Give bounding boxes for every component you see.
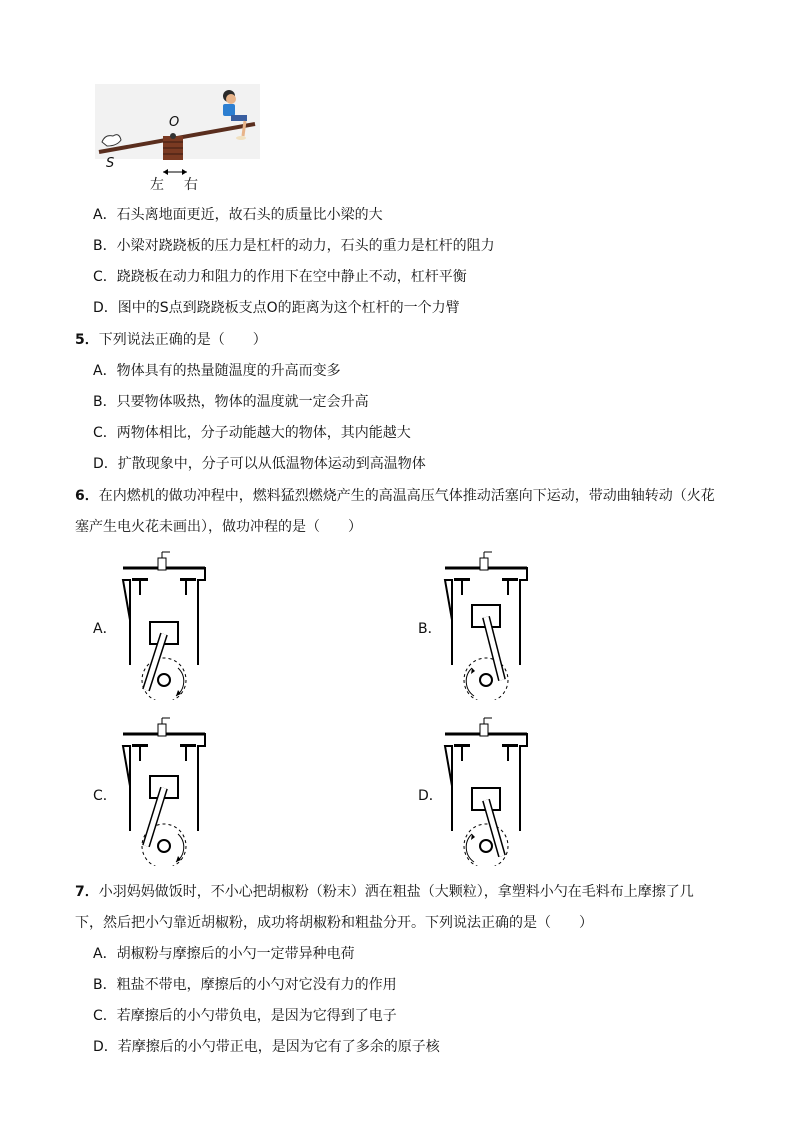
q4-option-c: C．跷跷板在动力和阻力的作用下在空中静止不动，杠杆平衡 [93,269,467,285]
q4-option-b: B．小梁对跷跷板的压力是杠杆的动力，石头的重力是杠杆的阻力 [93,238,495,254]
engine-diagram-b [440,550,532,700]
q4-option-a: A．石头离地面更近，故石头的质量比小梁的大 [93,207,383,223]
engine-diagram-c [118,716,210,866]
q5-option-d: D．扩散现象中，分子可以从低温物体运动到高温物体 [93,456,426,472]
engine-diagram-d [440,716,532,866]
pivot-label-o: O [169,115,180,130]
q7-stem-line2: 下，然后把小勺靠近胡椒粉，成功将胡椒粉和粗盐分开。下列说法正确的是（ ） [75,915,593,931]
q5-option-a: A．物体具有的热量随温度的升高而变多 [93,363,341,379]
q5-option-c: C．两物体相比，分子动能越大的物体，其内能越大 [93,425,411,441]
engine-label-d: D． [418,788,443,804]
q6-stem-line1 [75,486,715,506]
q5-stem-text: 下列说法正确的是（ ） [98,332,267,348]
point-label-s: S [106,156,115,171]
direction-left-label: 左 [150,177,164,193]
direction-right-label: 右 [184,177,198,193]
seesaw-figure [95,84,260,194]
q7-stem-text: 小羽妈妈做饭时，不小心把胡椒粉（粉末）洒在粗盐（大颗粒），拿塑料小勺在毛料布上摩擦了几 [98,884,694,900]
q7-option-b: B．粗盐不带电，摩擦后的小勺对它没有力的作用 [93,977,397,993]
q7-option-a: A．胡椒粉与摩擦后的小勺一定带异种电荷 [93,946,355,962]
engine-label-c: C． [93,788,117,804]
q7-option-d: D．若摩擦后的小勺带正电，是因为它有了多余的原子核 [93,1039,440,1055]
engine-label-a: A． [93,621,117,637]
q6-stem-line2: 塞产生电火花未画出），做功冲程的是（ ） [75,519,362,535]
q6-number: 6． [75,488,99,504]
q4-option-d: D．图中的S点到跷跷板支点O的距离为这个杠杆的一个力臂 [93,300,460,316]
q5-option-b: B．只要物体吸热，物体的温度就一定会升高 [93,394,369,410]
q7-option-c: C．若摩擦后的小勺带负电，是因为它得到了电子 [93,1008,397,1024]
engine-diagram-a [118,550,210,700]
q7-number: 7． [75,884,99,900]
q5-number: 5． [75,332,99,348]
q5-stem [75,330,267,350]
q7-stem-line1 [75,882,694,902]
q6-stem-text: 在内燃机的做功冲程中，燃料猛烈燃烧产生的高温高压气体推动活塞向下运动，带动曲轴转动（火花 [98,488,715,504]
engine-label-b: B． [418,621,442,637]
